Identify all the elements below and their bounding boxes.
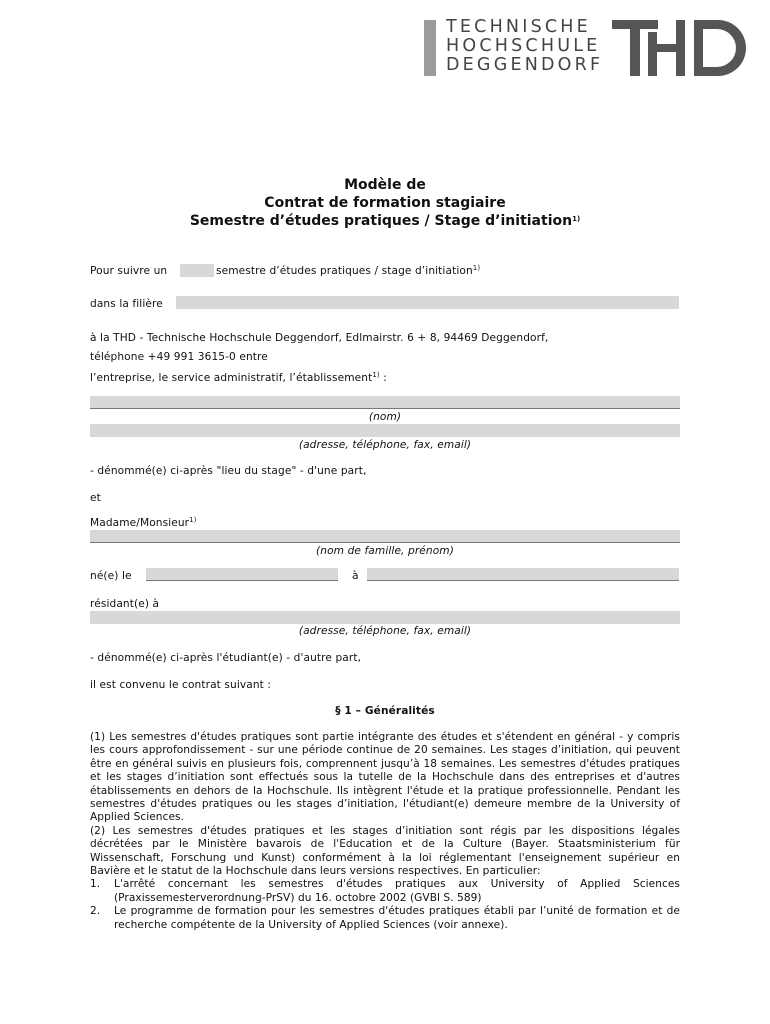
birth-date-underline [146, 580, 338, 581]
list-item-number: 1. [90, 878, 101, 891]
list-item-text: L'arrêté concernant les semestres d'études pratiques aux University of Applied Sciences (Praxissemesterverordnung-PrSV) du 16. octobre 2002 (GVBl S. 589) [114, 878, 680, 904]
company-address-field[interactable] [90, 424, 680, 437]
thd-phone-line: téléphone +49 991 3615-0 entre [90, 351, 268, 363]
pour-suivre-label: Pour suivre un [90, 265, 168, 277]
caption-adresse-student: (adresse, téléphone, fax, email) [298, 625, 472, 637]
ne-le-label: né(e) le [90, 570, 132, 582]
resident-label: résidant(e) à [90, 598, 160, 610]
logo-line-3: DEGGENDORF [446, 55, 604, 75]
thd-address-line: à la THD - Technische Hochschule Deggendorf, Edlmairstr. 6 + 8, 94469 Deggendorf, [90, 332, 549, 344]
list-item [90, 878, 680, 905]
a-label: à [352, 570, 359, 582]
logo-line-2: HOCHSCHULE [446, 36, 601, 56]
caption-nom: (nom) [368, 411, 402, 423]
logo-bar [424, 20, 436, 76]
section1-heading: § 1 – Généralités [335, 705, 435, 717]
et-text: et [90, 492, 101, 504]
convenu-text: il est convenu le contrat suivant : [90, 679, 272, 691]
pour-suivre-text: semestre d’études pratiques / stage d’initiation$^{1)}$ [216, 264, 481, 277]
company-name-underline [90, 408, 680, 409]
filiere-label: dans la filière [90, 298, 163, 310]
caption-adresse-company: (adresse, téléphone, fax, email) [298, 439, 472, 451]
semester-number-field[interactable] [180, 264, 214, 277]
entreprise-label: l’entreprise, le service administratif, l’établissement$^{1)}$ : [90, 371, 387, 384]
birth-place-underline [367, 580, 679, 581]
section1-body [90, 731, 680, 932]
logo-line-1: TECHNISCHE [446, 17, 591, 37]
denomme-lieu-text: - dénommé(e) ci-après "lieu du stage" - d'une part, [90, 465, 367, 477]
list-item-text: Le programme de formation pour les semestres d'études pratiques établi par l’unité de formation et de recherche compétente de la University of Applied Sciences (voir annexe). [114, 905, 680, 931]
list-item-number: 2. [90, 905, 101, 918]
student-address-field[interactable] [90, 611, 680, 624]
student-name-underline [90, 542, 680, 543]
doc-title-line-1: Modèle de [344, 177, 426, 193]
section1-paragraph-2: (2) Les semestres d'études pratiques et les stages d’initiation sont régis par les dispositions légales décrétées par le Ministère bavarois de l'Education et de la Culture (Bayer. Staatsministerium für Wissenschaft, Forschung und Kunst) conformément à la loi réglementant l'enseignement supérieur en Bavière et le statut de la Hochschule dans leurs versions respectives. En particulier: [90, 824, 680, 878]
doc-title-line-2: Contrat de formation stagiaire [264, 195, 506, 211]
thd-logo [424, 18, 748, 78]
doc-title-line-3: Semestre d’études pratiques / Stage d’initiation$^{1)}$ [189, 213, 581, 229]
madame-label: Madame/Monsieur$^{1)}$ [90, 516, 197, 529]
section1-paragraph-1: (1) Les semestres d'études pratiques sont partie intégrante des études et s'étendent en général - y compris les cours approfondissement - sur une période continue de 20 semaines. Les stages d’initiation, qui peuvent être en général suivis en plusieurs fois, comprennent jusqu’à 18 semaines. Les semestres d'études pratiques et les stages d’initiation sont effectués sous la tutelle de la Hochschule dans des entreprises et d'autres établissements en dehors de la Hochschule. Ils intègrent l'étude et la pratique professionnelle. Pendant les semestres d'études pratiques ou les stages d’initiation, l'étudiant(e) demeure membre de la University of Applied Sciences. [90, 731, 680, 824]
thd-logo-mark [612, 18, 748, 78]
caption-nom-famille: (nom de famille, prénom) [316, 545, 454, 557]
list-item [90, 905, 680, 932]
denomme-etudiant-text: - dénommé(e) ci-après l'étudiant(e) - d'autre part, [90, 652, 362, 664]
filiere-field[interactable] [176, 296, 679, 309]
